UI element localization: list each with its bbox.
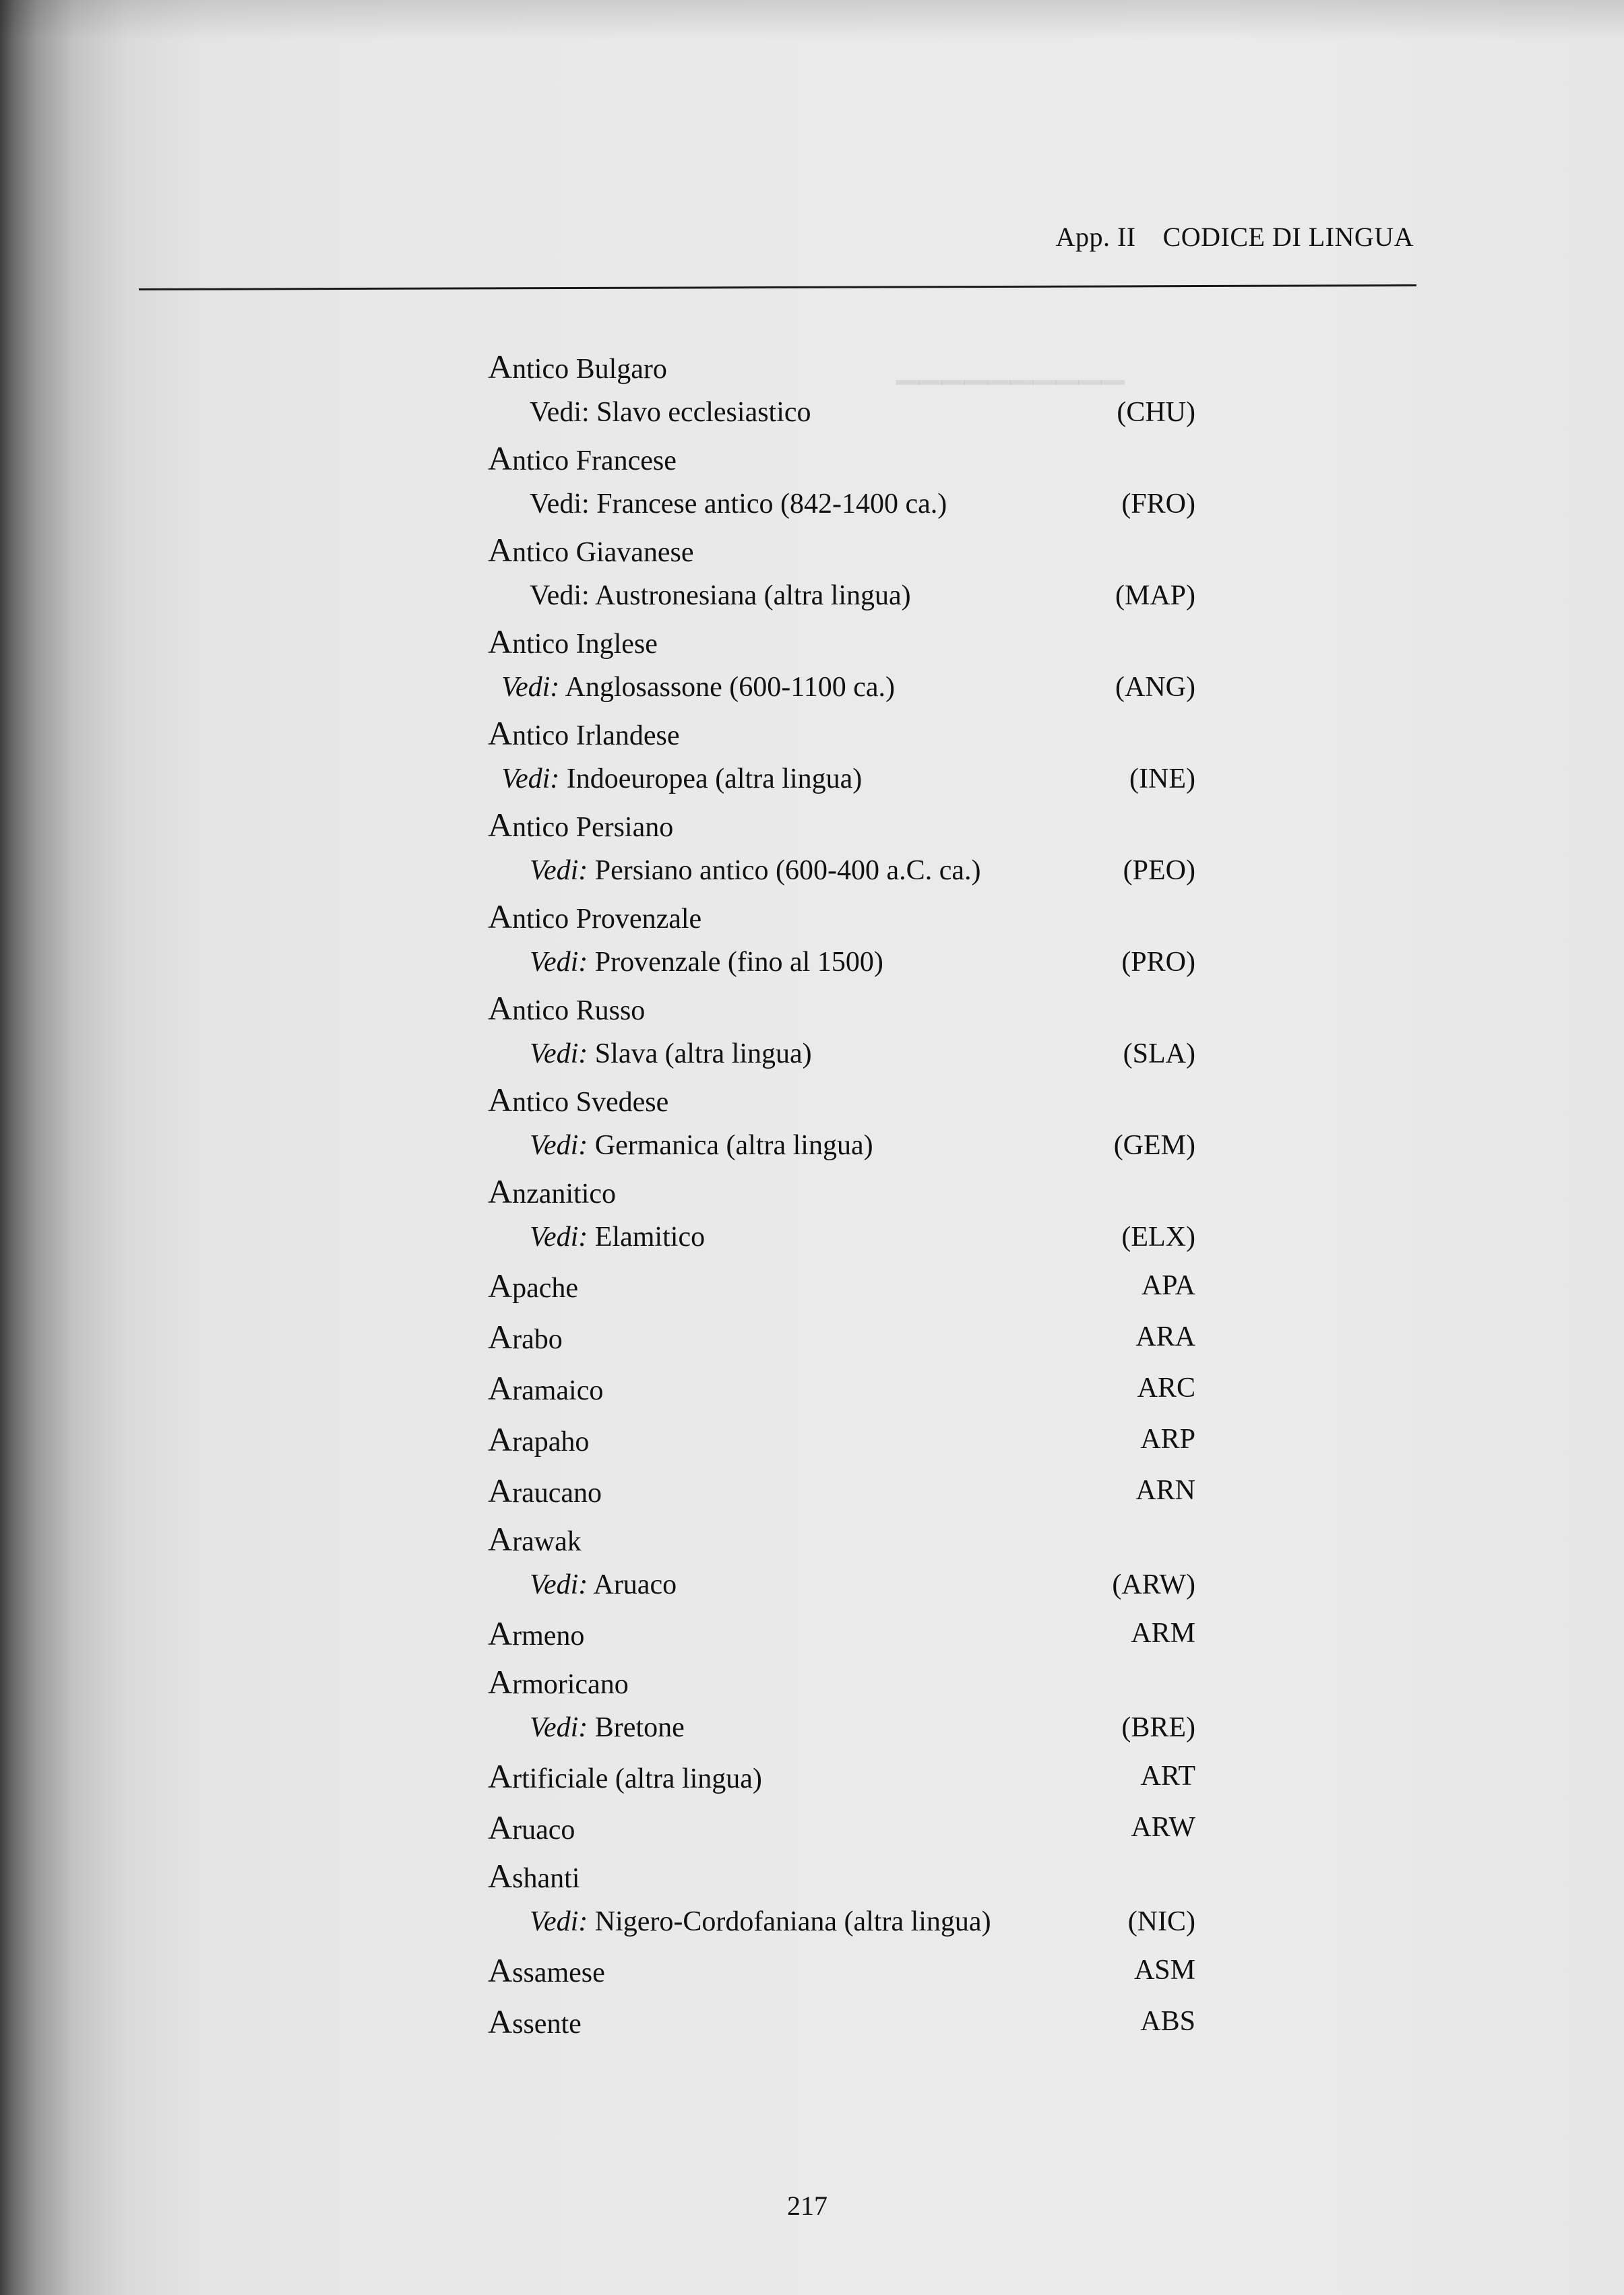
term-initial: A (488, 1172, 513, 1210)
see-label: Vedi: (530, 1569, 588, 1600)
language-code: ASM (1133, 1955, 1195, 1986)
see-target: Nigero-Cordofaniana (altra lingua) (594, 1906, 991, 1937)
term-initial: A (488, 348, 513, 385)
language-code: APA (1141, 1270, 1195, 1301)
see-label: Vedi: (530, 1222, 588, 1253)
dictionary-entry (488, 435, 1195, 527)
term-text: ntico Francese (512, 445, 677, 476)
see-label: Vedi: (501, 763, 560, 794)
language-code: ART (1140, 1761, 1195, 1792)
term-initial: A (488, 439, 513, 477)
entry-term-line (488, 1465, 1195, 1516)
term-initial: A (488, 989, 513, 1027)
entry-term-line (488, 893, 1195, 939)
entry-term-line (488, 1996, 1195, 2047)
dictionary-entry (488, 1311, 1195, 1362)
term-text: ntico Svedese (512, 1087, 669, 1118)
term-initial: A (488, 1520, 513, 1558)
language-code: (MAP) (1115, 580, 1195, 611)
entry-term-line (488, 710, 1195, 756)
entry-term-line (488, 1077, 1195, 1123)
see-label: Vedi: (530, 1038, 588, 1069)
entry-term-line (488, 1362, 1195, 1414)
dictionary-entry (488, 1168, 1195, 1260)
language-code: ARM (1131, 1618, 1195, 1649)
see-target: Francese antico (842-1400 ca.) (596, 489, 947, 520)
dictionary-entry (488, 1945, 1195, 1996)
see-label: Vedi: (530, 947, 588, 978)
term-text: rapaho (512, 1426, 590, 1457)
entry-term-line (488, 1853, 1195, 1899)
term-initial: A (488, 1318, 513, 1356)
entry-term-line (488, 1945, 1195, 1996)
see-reference-line (488, 664, 1195, 710)
dictionary-entry (488, 1516, 1195, 1608)
see-label: Vedi: (501, 672, 560, 703)
entry-term-line (488, 1311, 1195, 1362)
term-initial: A (488, 806, 513, 844)
see-reference-line (488, 1031, 1195, 1077)
see-reference-line (488, 1562, 1195, 1608)
see-reference-line (488, 481, 1195, 527)
entry-term-line (488, 1414, 1195, 1465)
see-target: Bretone (594, 1712, 685, 1743)
term-text: ntico Provenzale (512, 904, 702, 935)
see-reference-line (488, 389, 1195, 435)
language-code: (CHU) (1117, 397, 1195, 428)
entry-term-line (488, 435, 1195, 481)
term-initial: A (488, 1369, 513, 1407)
entry-term-line (488, 802, 1195, 848)
see-reference-line (488, 1899, 1195, 1945)
term-text: ssente (512, 2009, 582, 2040)
term-text: shanti (512, 1863, 580, 1894)
language-code: ARN (1135, 1475, 1195, 1506)
see-reference-line (488, 1123, 1195, 1168)
term-initial: A (488, 531, 513, 569)
term-text: rmoricano (512, 1669, 629, 1700)
term-text: ntico Persiano (512, 812, 674, 843)
see-target: Germanica (altra lingua) (594, 1130, 873, 1161)
see-target: Provenzale (fino al 1500) (594, 947, 883, 978)
term-initial: A (488, 1857, 513, 1895)
language-code: (GEM) (1113, 1130, 1195, 1161)
see-reference-line (488, 1214, 1195, 1260)
dictionary-entry (488, 619, 1195, 710)
term-initial: A (488, 1757, 513, 1795)
see-reference-line (488, 1705, 1195, 1751)
dictionary-entry (488, 802, 1195, 893)
language-code: ABS (1140, 2006, 1195, 2037)
see-target: Anglosassone (600-1100 ca.) (565, 672, 895, 703)
running-header (1056, 221, 1414, 253)
see-reference-line (488, 939, 1195, 985)
term-text: pache (512, 1273, 579, 1304)
see-target: Slavo ecclesiastico (596, 397, 811, 428)
language-code: (SLA) (1123, 1038, 1195, 1069)
dictionary-entry (488, 1751, 1195, 1802)
see-target: Indoeuropea (altra lingua) (566, 763, 863, 794)
see-reference-line (488, 756, 1195, 802)
language-code: (PRO) (1121, 947, 1195, 978)
dictionary-entry (488, 1608, 1195, 1659)
dictionary-entry (488, 893, 1195, 985)
term-text: ntico Bulgaro (512, 354, 667, 385)
dictionary-entry (488, 527, 1195, 619)
appendix-label: App. II (1055, 222, 1136, 252)
language-code: (ARW) (1112, 1569, 1195, 1600)
term-initial: A (488, 623, 513, 660)
page-number: 217 (787, 2191, 827, 2221)
term-text: rmeno (512, 1621, 585, 1652)
term-text: raucano (512, 1478, 602, 1509)
term-text: nzanitico (512, 1178, 617, 1209)
entry-term-line (488, 527, 1195, 573)
dictionary-entry (488, 1853, 1195, 1945)
term-initial: A (488, 2003, 513, 2040)
language-code: (ELX) (1121, 1222, 1195, 1253)
term-text: ntico Giavanese (512, 537, 694, 568)
entry-term-line (488, 1659, 1195, 1705)
term-text: ssamese (512, 1957, 605, 1988)
see-target: Austronesiana (altra lingua) (594, 580, 911, 611)
entry-term-line (488, 985, 1195, 1031)
term-initial: A (488, 1809, 513, 1846)
see-target: Aruaco (593, 1569, 677, 1600)
dictionary-entry (488, 1362, 1195, 1414)
dictionary-entry (488, 1465, 1195, 1516)
term-text: rtificiale (altra lingua) (512, 1763, 762, 1794)
term-text: ntico Inglese (512, 629, 658, 660)
language-code: (NIC) (1127, 1906, 1195, 1937)
term-text: ruaco (512, 1815, 575, 1846)
language-code: (FRO) (1121, 489, 1195, 520)
term-initial: A (488, 1472, 513, 1509)
entry-list (488, 344, 1195, 2047)
see-reference-line (488, 848, 1195, 893)
term-text: rabo (512, 1324, 563, 1355)
see-target: Slava (altra lingua) (594, 1038, 812, 1069)
language-code: (BRE) (1121, 1712, 1195, 1743)
entry-term-line (488, 344, 1195, 389)
see-target: Elamitico (594, 1222, 706, 1253)
dictionary-entry (488, 1802, 1195, 1853)
see-label: Vedi: (530, 489, 590, 520)
term-initial: A (488, 898, 513, 935)
dictionary-entry (488, 1996, 1195, 2047)
see-label: Vedi: (530, 1906, 588, 1937)
term-initial: A (488, 1614, 513, 1652)
term-initial: A (488, 1267, 513, 1304)
dictionary-entry (488, 1260, 1195, 1311)
term-text: ntico Russo (512, 995, 646, 1026)
entry-term-line (488, 1608, 1195, 1659)
see-label: Vedi: (530, 580, 590, 611)
entry-term-line (488, 619, 1195, 664)
dictionary-entry (488, 985, 1195, 1077)
entry-term-line (488, 1260, 1195, 1311)
dictionary-entry (488, 344, 1195, 435)
entry-term-line (488, 1802, 1195, 1853)
entry-term-line (488, 1168, 1195, 1214)
term-initial: A (488, 714, 513, 752)
term-text: ntico Irlandese (512, 720, 680, 751)
term-initial: A (488, 1663, 513, 1701)
language-code: ARW (1131, 1812, 1195, 1843)
see-target: Persiano antico (600-400 a.C. ca.) (594, 855, 981, 886)
dictionary-entry (488, 1077, 1195, 1168)
page-top-shadow (0, 0, 1624, 40)
see-label: Vedi: (530, 1130, 588, 1161)
term-text: ramaico (512, 1375, 604, 1406)
term-initial: A (488, 1081, 513, 1119)
term-text: rawak (512, 1526, 582, 1557)
see-reference-line (488, 573, 1195, 619)
language-code: (INE) (1129, 763, 1195, 794)
language-code: ARC (1137, 1373, 1195, 1404)
dictionary-entry (488, 710, 1195, 802)
running-title: CODICE DI LINGUA (1162, 222, 1414, 252)
dictionary-entry (488, 1414, 1195, 1465)
term-initial: A (488, 1951, 513, 1989)
see-label: Vedi: (530, 855, 588, 886)
language-code: ARP (1140, 1424, 1195, 1455)
language-code: ARA (1135, 1321, 1195, 1352)
language-code: (ANG) (1115, 672, 1195, 703)
language-code: (PEO) (1123, 855, 1195, 886)
see-label: Vedi: (530, 1712, 588, 1743)
entry-term-line (488, 1516, 1195, 1562)
term-initial: A (488, 1420, 513, 1458)
entry-term-line (488, 1751, 1195, 1802)
see-label: Vedi: (530, 397, 590, 428)
dictionary-entry (488, 1659, 1195, 1751)
